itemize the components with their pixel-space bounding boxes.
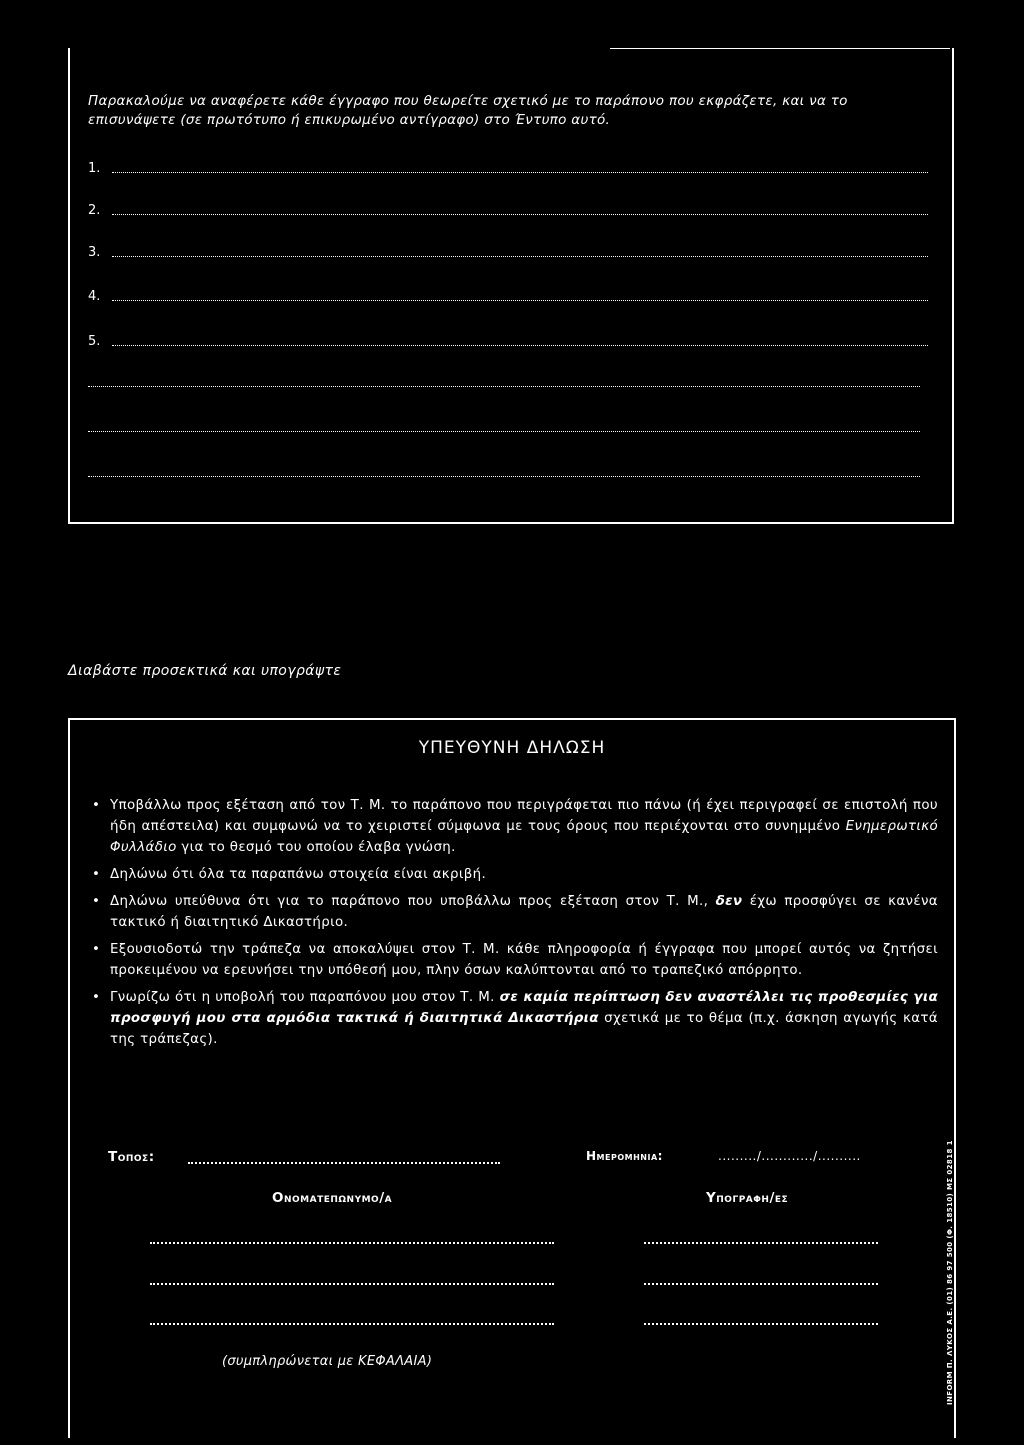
name-label: Ονοματεπωνυμο/α bbox=[272, 1190, 393, 1206]
name-field-3[interactable] bbox=[150, 1323, 554, 1325]
document-line-extra[interactable] bbox=[88, 476, 920, 477]
statement-4: • Εξουσιοδοτώ την τράπεζα να αποκαλύψει στον Τ. Μ. κάθε πληροφορία ή έγγραφα που μπορεί αυτός να ζητήσει προκειμένου να ερευνήσει την υπόθεσή μου, πλην όσων καλύπτονται από το τραπεζικό απόρρητο. bbox=[92, 939, 938, 981]
statement-1: • Υποβάλλω προς εξέταση από τον Τ. Μ. το παράπονο που περιγράφεται πιο πάνω (ή έχει περιγραφεί σε επιστολή που ήδη απέστειλα) και συμφωνώ να το χειριστεί σύμφωνα με τους όρους που περιέχονται στο συνημμένο Ενημερωτικό Φυλλάδιο για το θεσμό του οποίου έλαβα γνώση. bbox=[92, 795, 938, 858]
date-label: Ημερομηνια: bbox=[586, 1149, 663, 1163]
signature-label: Υπογραφη/ες bbox=[706, 1190, 789, 1206]
statement-2: • Δηλώνω ότι όλα τα παραπάνω στοιχεία είναι ακριβή. bbox=[92, 864, 938, 885]
statement-3: • Δηλώνω υπεύθυνα ότι για το παράπονο που υποβάλλω προς εξέταση στον Τ. Μ., δεν έχω προσφύγει σε κανένα τακτικό ή διαιτητικό Δικαστήριο. bbox=[92, 891, 938, 933]
document-line-extra[interactable] bbox=[88, 386, 920, 387]
place-field[interactable] bbox=[188, 1162, 500, 1164]
name-field-2[interactable] bbox=[150, 1283, 554, 1285]
declaration-title: ΥΠΕΥΘΥΝΗ ΔΗΛΩΣΗ bbox=[418, 738, 606, 758]
statement-5: • Γνωρίζω ότι η υποβολή του παραπόνου μου στον Τ. Μ. σε καμία περίπτωση δεν αναστέλλει τις προθεσμίες για προσφυγή μου στα αρμόδια τακτικά ή διαιτητικά Δικαστήρια σχετικά με το θέμα (π.χ. άσκηση αγωγής κατά της τράπεζας). bbox=[92, 987, 938, 1050]
read-and-sign-heading: Διαβάστε προσεκτικά και υπογράψτε bbox=[68, 663, 342, 679]
name-field-1[interactable] bbox=[150, 1242, 554, 1244]
documents-instructions: Παρακαλούμε να αναφέρετε κάθε έγγραφο που θεωρείτε σχετικό με το παράπονο που εκφράζετε, και να το επισυνάψετε (σε πρωτότυπο ή επικυρωμένο αντίγραφο) στο Έντυπο αυτό. bbox=[88, 93, 848, 128]
capitals-note: (συμπληρώνεται με ΚΕΦΑΛΑΙΑ) bbox=[222, 1354, 433, 1369]
document-line-extra[interactable] bbox=[88, 431, 920, 432]
document-line-2[interactable]: 2. bbox=[88, 202, 928, 218]
signature-field-3[interactable] bbox=[644, 1323, 878, 1325]
signature-field-2[interactable] bbox=[644, 1283, 878, 1285]
date-field[interactable]: ........./............/.......... bbox=[718, 1149, 861, 1163]
place-label: Τοπος: bbox=[108, 1149, 155, 1165]
document-line-3[interactable]: 3. bbox=[88, 244, 928, 260]
document-line-1[interactable]: 1. bbox=[88, 160, 928, 176]
declaration-statements bbox=[92, 795, 938, 1056]
document-line-4[interactable]: 4. bbox=[88, 288, 928, 304]
document-line-5[interactable]: 5. bbox=[88, 333, 928, 349]
signature-field-1[interactable] bbox=[644, 1242, 878, 1244]
print-code: INFORM Π. ΛΥΚΟΣ Α.Ε. (01) 86 97 500 (Φ. 18510) ΜΣ 02818 1 bbox=[946, 1140, 954, 1405]
